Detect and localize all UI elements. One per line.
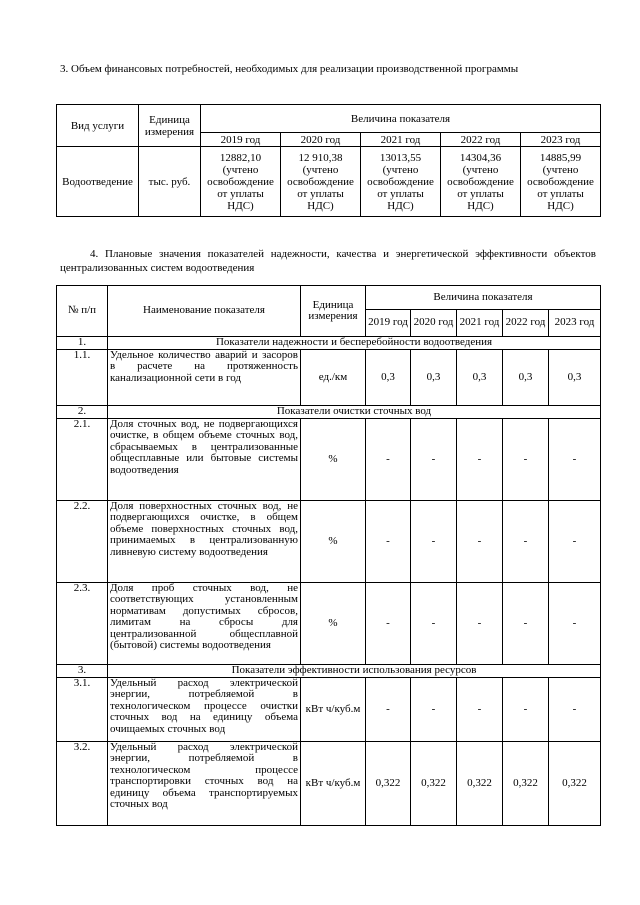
row-value: -: [411, 678, 457, 742]
row-name: Доля проб сточных вод, не соответствующих установленным нормативам допустимых сбросов, лимитам на сбросы для централизованной общесплавной (бытовой) системы водоотведения: [108, 583, 301, 665]
group-num: 1.: [57, 337, 108, 350]
header-unit: Единица измерения: [301, 286, 366, 337]
header-service: Вид услуги: [57, 105, 139, 147]
row-value: -: [503, 501, 549, 583]
group-title: Показатели очистки сточных вод: [108, 406, 601, 419]
row-num: 2.3.: [57, 583, 108, 665]
group-title: Показатели эффективности использования ресурсов: [108, 665, 601, 678]
row-num: 2.1.: [57, 419, 108, 501]
row-value: 0,322: [549, 742, 601, 826]
row-unit: %: [301, 501, 366, 583]
group-num: 2.: [57, 406, 108, 419]
header-value: Величина показателя: [366, 286, 601, 310]
row-num: 3.1.: [57, 678, 108, 742]
header-year: 2019 год: [366, 310, 411, 337]
row-value: -: [549, 678, 601, 742]
group-num: 3.: [57, 665, 108, 678]
header-value: Величина показателя: [201, 105, 601, 133]
row-unit: кВт ч/куб.м: [301, 678, 366, 742]
row-name: Удельное количество аварий и засоров в расчете на протяженность канализационной сети в год: [108, 350, 301, 406]
header-year: 2023 год: [521, 133, 601, 147]
row-value: 0,3: [411, 350, 457, 406]
row-value: 14885,99 (учтено освобождение от уплаты НДС): [521, 147, 601, 217]
header-unit: Единица измерения: [139, 105, 201, 147]
row-unit: ед./км: [301, 350, 366, 406]
row-value: -: [457, 419, 503, 501]
row-value: 13013,55 (учтено освобождение от уплаты НДС): [361, 147, 441, 217]
row-value: -: [411, 419, 457, 501]
section4-title: 4. Плановые значения показателей надежности, качества и энергетической эффективности объектов централизованных систем водоотведения: [60, 248, 596, 274]
header-year: 2021 год: [457, 310, 503, 337]
row-unit: кВт ч/куб.м: [301, 742, 366, 826]
row-value: 14304,36 (учтено освобождение от уплаты НДС): [441, 147, 521, 217]
row-value: -: [503, 583, 549, 665]
row-num: 3.2.: [57, 742, 108, 826]
row-value: -: [549, 583, 601, 665]
row-value: -: [503, 419, 549, 501]
row-service: Водоотведение: [57, 147, 139, 217]
header-name: Наименование показателя: [108, 286, 301, 337]
row-unit: %: [301, 419, 366, 501]
indicators-table: [56, 285, 601, 826]
row-value: -: [411, 583, 457, 665]
section3-title: 3. Объем финансовых потребностей, необходимых для реализации производственной программы: [60, 63, 519, 75]
row-value: 0,3: [366, 350, 411, 406]
row-value: -: [366, 419, 411, 501]
row-value: 12 910,38 (учтено освобождение от уплаты НДС): [281, 147, 361, 217]
header-year: 2023 год: [549, 310, 601, 337]
row-value: -: [457, 583, 503, 665]
header-year: 2020 год: [411, 310, 457, 337]
header-year: 2019 год: [201, 133, 281, 147]
row-value: 12882,10 (учтено освобождение от уплаты НДС): [201, 147, 281, 217]
row-value: 0,3: [549, 350, 601, 406]
header-num: № п/п: [57, 286, 108, 337]
row-value: -: [411, 501, 457, 583]
row-value: 0,322: [457, 742, 503, 826]
row-value: -: [457, 501, 503, 583]
row-value: -: [549, 501, 601, 583]
row-value: 0,3: [457, 350, 503, 406]
row-name: Доля сточных вод, не подвергающихся очистке, в общем объеме сточных вод, сбрасываемых в централизованные общесплавные или бытовые системы водоотведения: [108, 419, 301, 501]
row-name: Удельный расход электрической энергии, потребляемой в технологическом процессе транспортировки сточных вод на единицу объема транспортируемых сточных вод: [108, 742, 301, 826]
row-num: 2.2.: [57, 501, 108, 583]
row-name: Доля поверхностных сточных вод, не подвергающихся очистке, в общем объеме поверхностных сточных вод, принимаемых в централизованную ливневую систему водоотведения: [108, 501, 301, 583]
row-value: -: [366, 583, 411, 665]
row-value: -: [549, 419, 601, 501]
row-name: Удельный расход электрической энергии, потребляемой в технологическом процессе очистки сточных вод на единицу объема очищаемых сточных вод: [108, 678, 301, 742]
row-value: -: [457, 678, 503, 742]
header-year: 2022 год: [503, 310, 549, 337]
group-title: Показатели надежности и бесперебойности водоотведения: [108, 337, 601, 350]
row-unit: тыс. руб.: [139, 147, 201, 217]
row-value: -: [503, 678, 549, 742]
row-value: -: [366, 501, 411, 583]
row-num: 1.1.: [57, 350, 108, 406]
financial-needs-table: [56, 104, 601, 217]
row-value: 0,322: [366, 742, 411, 826]
row-value: 0,322: [411, 742, 457, 826]
header-year: 2022 год: [441, 133, 521, 147]
header-year: 2020 год: [281, 133, 361, 147]
row-value: -: [366, 678, 411, 742]
row-unit: %: [301, 583, 366, 665]
row-value: 0,3: [503, 350, 549, 406]
row-value: 0,322: [503, 742, 549, 826]
header-year: 2021 год: [361, 133, 441, 147]
